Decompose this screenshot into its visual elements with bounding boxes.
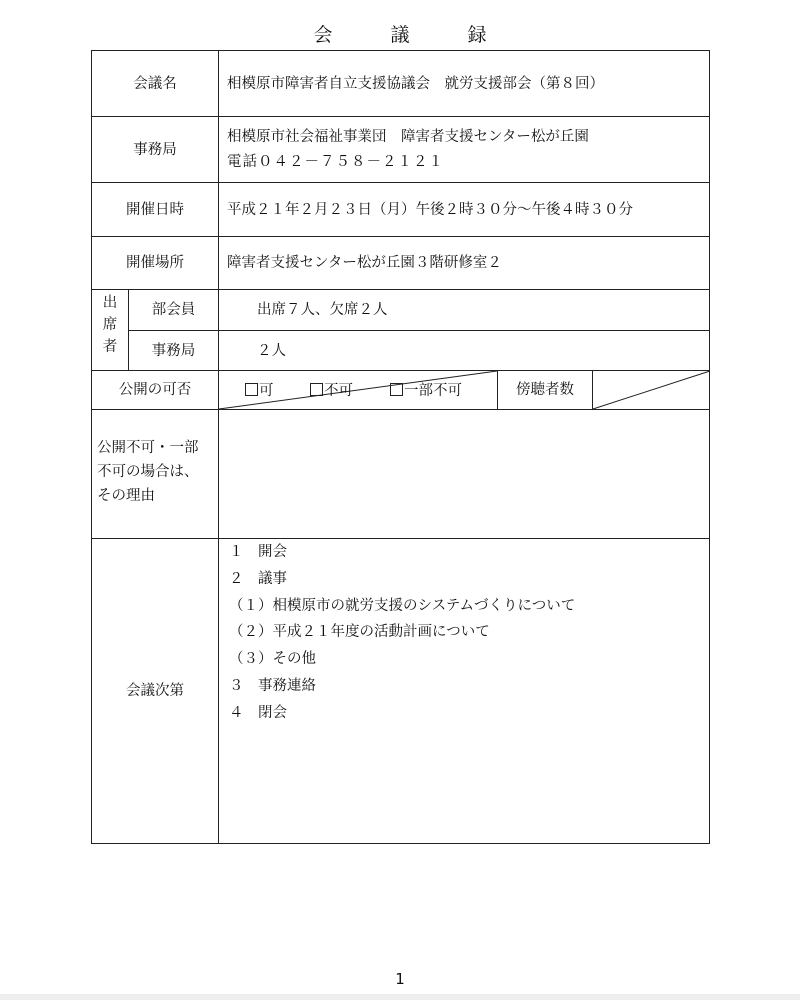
members-value: 出席７人、欠席２人 — [257, 302, 388, 318]
agenda-item: （２）平成２１年度の活動計画について — [229, 624, 490, 641]
option-partially-not-public[interactable]: 一部不可 — [390, 381, 462, 401]
agenda-item: ２ 議事 — [229, 570, 287, 587]
agenda-item: １ 開会 — [229, 544, 287, 560]
attendance-secretariat-value: ２人 — [257, 342, 286, 359]
secretariat-line1: 相模原市社会福祉事業団 障害者支援センター松が丘園 — [227, 129, 589, 145]
title-char: 会 — [313, 24, 333, 46]
agenda-item: ３ 事務連絡 — [229, 677, 316, 694]
reason-label-line: 公開不可・一部 — [97, 440, 199, 456]
members-label: 部会員 — [151, 302, 196, 318]
reason-label — [97, 436, 217, 508]
meeting-name-value: 相模原市障害者自立支援協議会 就労支援部会（第８回） — [227, 75, 604, 92]
agenda-item: ４ 閉会 — [229, 704, 287, 721]
checkbox-icon[interactable] — [310, 383, 323, 396]
meeting-name-label: 会議名 — [133, 75, 177, 92]
page-number: 1 — [395, 970, 405, 988]
option-public[interactable]: 可 — [245, 381, 274, 401]
agenda-item: （３）その他 — [229, 651, 316, 668]
title-char: 議 — [390, 24, 410, 46]
agenda-list — [229, 541, 575, 729]
attendance-char: 出 — [102, 295, 118, 311]
option-not-public[interactable]: 不可 — [310, 381, 353, 401]
datetime-value: 平成２１年２月２３日（月）午後２時３０分～午後４時３０分 — [227, 201, 633, 218]
title-char: 録 — [467, 24, 487, 46]
secretariat-phone: 電話０４２－７５８－２１２１ — [227, 154, 444, 170]
reason-label-line: その理由 — [97, 488, 155, 504]
attendance-secretariat-label: 事務局 — [151, 342, 196, 359]
reason-value — [227, 414, 707, 534]
reason-label-line: 不可の場合は、 — [97, 464, 199, 480]
observers-value — [593, 371, 709, 409]
secretariat-label: 事務局 — [133, 141, 177, 158]
place-label: 開催場所 — [126, 255, 184, 271]
observers-label: 傍聴者数 — [516, 382, 574, 398]
page-bottom-edge — [0, 994, 800, 1000]
datetime-label: 開催日時 — [126, 201, 184, 218]
attendance-char: 席 — [102, 317, 118, 333]
checkbox-icon[interactable] — [245, 383, 258, 396]
agenda-label: 会議次第 — [126, 683, 184, 699]
attendance-group-label — [92, 292, 128, 358]
attendance-char: 者 — [102, 339, 118, 355]
agenda-item: （１）相模原市の就労支援のシステムづくりについて — [229, 597, 576, 614]
publicity-label: 公開の可否 — [118, 382, 192, 398]
place-value: 障害者支援センター松が丘園３階研修室２ — [227, 255, 502, 271]
checkbox-icon[interactable] — [390, 383, 403, 396]
